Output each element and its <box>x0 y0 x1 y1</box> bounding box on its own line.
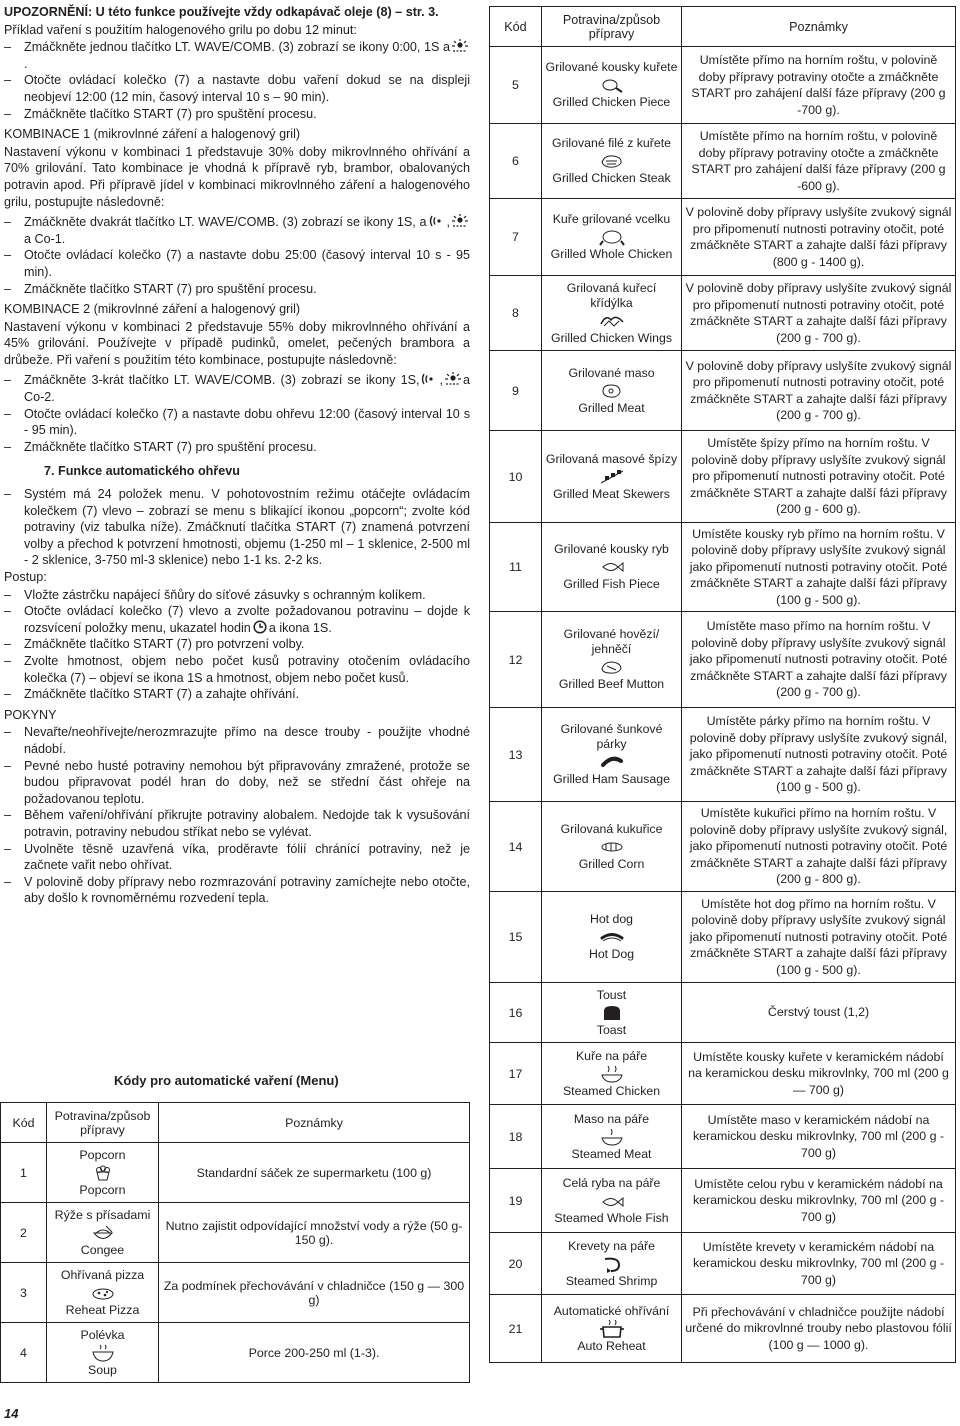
skewers-icon <box>599 468 625 486</box>
instructions-column <box>4 4 470 907</box>
food-name-cz: Grilovaná kukuřice <box>560 821 663 836</box>
row-food <box>542 892 682 983</box>
step-item: – Systém má 24 položek menu. V pohotovostním režimu otáčejte ovládacím kolečkem (7) vlevo – zobrazí se menu s blikající ikonou „popcorn“; zvolte kód potraviny (viz tabulka níže). Zmáčknutí tlačítka START (7) znamená potvrzení volby a přechod k potvrzení hmotnosti, objemu (1-250 ml – 1 sklenice, 2-500 ml - 2 sklenice, 3-750 ml-3 sklenice) nebo 1-1 ks. 2-2 ks. <box>4 486 470 569</box>
row-code: 3 <box>1 1263 47 1323</box>
food-name-en: Grilled Chicken Piece <box>552 95 671 109</box>
row-note: Umístěte kukuřici přímo na horním roštu. V polovině doby přípravy uslyšíte zvukový signál, jako připomenutí nutnosti potraviny otočit. Poté zmáčkněte START a zahajte další fázi přípravy (200 g - 800 g). <box>682 802 956 892</box>
row-food <box>542 983 682 1043</box>
grill-icon <box>452 214 468 228</box>
step-item <box>4 372 470 405</box>
step-text-mid: , <box>439 373 443 388</box>
table-row <box>490 612 956 708</box>
table-row <box>490 523 956 612</box>
row-food <box>47 1323 159 1383</box>
note-item: – Pevné nebo husté potraviny nemohou být připravovány zmražené, protože se budou připravovat podél hran do doby, než se střední část ohřeje na požadovanou teplotu. <box>4 758 470 808</box>
food-name-cz: Grilované kousky kuřete <box>545 60 678 74</box>
step-text-mid: , <box>446 215 450 230</box>
row-food <box>47 1263 159 1323</box>
food-name-en: Grilled Beef Mutton <box>558 677 665 691</box>
table-row <box>1 1323 470 1383</box>
notes-title: POKYNY <box>4 707 57 722</box>
step-text-end: a Co-2. <box>24 373 470 405</box>
table-row <box>490 47 956 124</box>
row-note: Za podmínek přechovávání v chladničce (150 g — 300 g) <box>159 1263 470 1323</box>
note-item: – Uvolněte těsně uzavřená víka, proděravte fólií chránící potraviny, než je začnete vařit nebo ohřívat. <box>4 841 470 874</box>
row-food <box>542 124 682 199</box>
food-name-cz: Maso na páře <box>573 1111 650 1126</box>
food-name-en: Grilled Whole Chicken <box>550 247 673 261</box>
row-code: 5 <box>490 47 542 124</box>
table-header-row <box>1 1103 470 1143</box>
table-row <box>490 124 956 199</box>
row-code: 15 <box>490 892 542 983</box>
step-text: Otočte ovládací kolečko (7) vlevo a zvolte požadovanou potravinu – dojde k rozsvícení položky menu, ukazatel hodin <box>24 604 470 635</box>
row-note: Nutno zajistit odpovídající množství vody a rýže (50 g-150 g). <box>159 1203 470 1263</box>
row-food <box>542 47 682 124</box>
row-code: 20 <box>490 1233 542 1295</box>
row-food <box>542 351 682 431</box>
rice-bowl-icon <box>90 1224 116 1242</box>
table-row <box>490 708 956 802</box>
row-food <box>542 1105 682 1169</box>
row-food <box>542 802 682 892</box>
step-item: – Zmáčkněte tlačítko START (7) a zahajte ohřívání. <box>4 686 470 703</box>
food-name-cz: Kuře grilované vcelku <box>552 212 671 226</box>
step-text: Zmáčkněte dvakrát tlačítko LT. WAVE/COMB. (3) zobrazí se ikony 1S, a <box>24 215 427 230</box>
row-food <box>47 1143 159 1203</box>
whole-chicken-icon <box>599 228 625 246</box>
row-food <box>542 1169 682 1233</box>
row-note: Porce 200-250 ml (1-3). <box>159 1323 470 1383</box>
microwave-icon <box>429 214 445 228</box>
table-row <box>490 431 956 523</box>
row-code: 12 <box>490 612 542 708</box>
fish-icon <box>599 558 625 576</box>
row-note: Umístěte maso v keramickém nádobí na keramickou desku mikrovlnky, 700 ml (200 g - 700 g) <box>682 1105 956 1169</box>
note-item: – Nevařte/neohřívejte/nerozmrazujte přímo na desce trouby - použijte vhodné nádobí. <box>4 724 470 757</box>
row-note: Umístěte přímo na horním roštu, v polovině doby přípravy potraviny otočte a zmáčkněte START pro zahájení další fáze přípravy (200 g -700 g). <box>682 47 956 124</box>
step-item <box>4 603 470 636</box>
step-item: – Vložte zástrčku napájecí šňůry do síťové zásuvky s ochranným kolíkem. <box>4 587 470 604</box>
chicken-piece-icon <box>599 76 625 94</box>
food-name-en: Grilled Fish Piece <box>563 577 660 591</box>
popcorn-icon <box>90 1164 116 1182</box>
row-code: 2 <box>1 1203 47 1263</box>
table-row <box>490 351 956 431</box>
food-name-en: Grilled Chicken Steak <box>552 171 671 185</box>
row-code: 7 <box>490 199 542 276</box>
row-code: 21 <box>490 1295 542 1363</box>
food-name-en: Grilled Meat Skewers <box>553 486 670 501</box>
food-name-cz: Grilované kousky ryb <box>554 542 669 556</box>
table-row <box>490 802 956 892</box>
column-header-food: Potravina/způsob přípravy <box>542 7 682 47</box>
column-header-notes: Poznámky <box>159 1103 470 1143</box>
row-code: 9 <box>490 351 542 431</box>
row-food <box>542 612 682 708</box>
row-note: Umístěte kousky kuřete v keramickém nádobí na keramickou desku mikrovlnky, 700 ml (200 g — 700 g) <box>682 1043 956 1105</box>
row-food <box>542 1043 682 1105</box>
food-name-en: Hot Dog <box>588 947 635 961</box>
microwave-icon <box>421 372 437 386</box>
procedure-label: Postup: <box>4 570 47 584</box>
row-food <box>542 199 682 276</box>
row-note: Umístěte párky přímo na horním roštu. V polovině doby přípravy uslyšíte zvukový signál, jako připomenutí nutnosti potraviny otočit. Poté zmáčkněte START a zahajte další fázi přípravy (100 g - 500 g). <box>682 708 956 802</box>
menu-codes-title: Kódy pro automatické vaření (Menu) <box>114 1073 339 1088</box>
food-name-en: Auto Reheat <box>577 1338 646 1353</box>
table-row <box>1 1263 470 1323</box>
chicken-wings-icon <box>599 312 625 330</box>
step-item: – Zmáčkněte tlačítko START (7) pro spuštění procesu. <box>4 106 470 123</box>
food-name-cz: Toust <box>596 987 627 1002</box>
column-header-notes: Poznámky <box>682 7 956 47</box>
food-name-cz: Grilovaná kuřecí křídýlka <box>566 280 657 310</box>
step-item <box>4 39 470 72</box>
meat-icon <box>599 382 625 400</box>
steamed-meat-icon <box>599 1128 625 1146</box>
step-item: – Otočte ovládací kolečko (7) a nastavte dobu ohřevu 12:00 (časový interval 10 s - 95 min). <box>4 406 470 439</box>
column-header-code: Kód <box>1 1103 47 1143</box>
food-name-cz: Popcorn <box>79 1147 126 1162</box>
row-code: 8 <box>490 276 542 351</box>
table-row <box>490 1233 956 1295</box>
row-food <box>542 431 682 523</box>
step-item: – Otočte ovládací kolečko (7) a nastavte dobu vaření dokud se na displeji neobjeví 12:00 (12 min, časový interval 10 s – 90 min). <box>4 72 470 105</box>
food-name-cz: Ohřívaná pizza <box>60 1267 145 1282</box>
column-header-code: Kód <box>490 7 542 47</box>
row-code: 19 <box>490 1169 542 1233</box>
food-name-en: Steamed Whole Fish <box>554 1210 669 1225</box>
food-name-cz: Grilované šunkové párky <box>560 722 663 751</box>
food-name-cz: Krevety na páře <box>568 1238 655 1253</box>
row-code: 16 <box>490 983 542 1043</box>
corn-icon <box>599 838 625 856</box>
food-name-en: Steamed Chicken <box>562 1083 661 1098</box>
reheat-pot-icon <box>599 1320 625 1338</box>
row-note: Umístěte maso přímo na horním roštu. V polovině doby přípravy uslyšíte zvukový signál jako připomenutí nutnosti potraviny otočit. Poté zmáčkněte START a zahajte další fázi přípravy (200 g - 700 g). <box>682 612 956 708</box>
row-note: Čerstvý toust (1,2) <box>682 983 956 1043</box>
food-name-en: Soup <box>88 1362 117 1377</box>
row-food <box>542 1233 682 1295</box>
row-food <box>542 708 682 802</box>
note-item: – V polovině doby přípravy nebo rozmrazování potraviny zamíchejte nebo otočte, aby došlo k rovnoměrnému rozvedení tepla. <box>4 874 470 907</box>
row-note: Umístěte přímo na horním roštu, v polovině doby přípravy potraviny otočte a zmáčkněte START pro zahájení další fáze přípravy (200 g -600 g). <box>682 124 956 199</box>
row-note: Standardní sáček ze supermarketu (100 g) <box>159 1143 470 1203</box>
food-name-cz: Celá ryba na páře <box>562 1175 661 1190</box>
food-name-cz: Grilované maso <box>568 365 655 380</box>
table-row <box>490 276 956 351</box>
sausage-icon <box>599 753 625 771</box>
food-name-en: Steamed Shrimp <box>565 1273 658 1288</box>
row-food <box>47 1203 159 1263</box>
row-code: 13 <box>490 708 542 802</box>
row-note: V polovině doby přípravy uslyšíte zvukový signál pro připomenutí nutnosti potraviny otočit, poté zmáčkněte START a zahajte další fázi přípravy (800 g - 1400 g). <box>682 199 956 276</box>
food-name-cz: Grilovaná masové špízy <box>545 451 678 466</box>
table-header-row <box>490 7 956 47</box>
table-row <box>490 199 956 276</box>
food-name-cz: Kuře na páře <box>575 1048 648 1063</box>
row-code: 1 <box>1 1143 47 1203</box>
row-code: 14 <box>490 802 542 892</box>
step-item: – Zvolte hmotnost, objem nebo počet kusů potraviny otočením ovládacího kolečka (7) – objeví se ikona 1S a hmotnost, objem nebo počet kusů. <box>4 653 470 686</box>
food-name-en: Grilled Ham Sausage <box>553 772 670 786</box>
row-code: 6 <box>490 124 542 199</box>
table-row <box>1 1143 470 1203</box>
grill-icon <box>452 39 468 53</box>
shrimp-icon <box>599 1255 625 1273</box>
row-food <box>542 1295 682 1363</box>
column-header-food: Potravina/způsob přípravy <box>47 1103 159 1143</box>
hot-dog-icon <box>599 928 625 946</box>
row-note: V polovině doby přípravy uslyšíte zvukový signál pro připomenutí nutnosti potraviny otočit, poté zmáčkněte START a zahajte další fázi přípravy (200 g - 700 g). <box>682 351 956 431</box>
steamed-chicken-icon <box>599 1065 625 1083</box>
soup-icon <box>90 1344 116 1362</box>
row-note: Umístěte hot dog přímo na horním roštu. V polovině doby přípravy uslyšíte zvukový signál jako připomenutí nutnosti potraviny otočit. Poté zmáčkněte START a zahajte další fázi přípravy (100 g - 500 g). <box>682 892 956 983</box>
step-item: – Otočte ovládací kolečko (7) a nastavte dobu 25:00 (časový interval 10 s - 95 min). <box>4 247 470 280</box>
table-row <box>490 892 956 983</box>
food-name-en: Grilled Meat <box>578 400 645 415</box>
combination-2-text: Nastavení výkonu v kombinaci 2 představuje 55% doby mikrovlnného ohřívání a 45% grilování. Používejte v případě pudinků, omelet, pečených brambora a drůbeže. Při vaření s použitím této kombinace, postupujte následovně: <box>4 319 470 367</box>
table-row <box>490 1043 956 1105</box>
menu-codes-table-5-21 <box>489 6 956 1363</box>
step-text: Zmáčkněte jednou tlačítko LT. WAVE/COMB. (3) zobrazí se ikony 0:00, 1S a <box>24 40 450 55</box>
row-code: 4 <box>1 1323 47 1383</box>
step-text-end: a ikona 1S. <box>268 620 332 635</box>
example-intro: Příklad vaření s použitím halogenového grilu po dobu 12 minut: <box>4 22 357 37</box>
step-text-end: a Co-1. <box>24 231 66 246</box>
row-note: V polovině doby přípravy uslyšíte zvukový signál pro připomenutí nutnosti potraviny otočit, poté zmáčkněte START a zahajte další fázi přípravy (200 g - 700 g). <box>682 276 956 351</box>
toast-icon <box>599 1004 625 1022</box>
row-food <box>542 523 682 612</box>
row-code: 10 <box>490 431 542 523</box>
row-code: 18 <box>490 1105 542 1169</box>
pizza-icon <box>90 1284 116 1302</box>
food-name-en: Congee <box>80 1242 125 1257</box>
chicken-steak-icon <box>599 152 625 170</box>
row-note: Při přechovávání v chladničce použijte nádobí určené do mikrovlnné trouby nebo plastovou fólií (100 g — 1000 g). <box>682 1295 956 1363</box>
page-number: 14 <box>4 1406 19 1421</box>
row-note: Umístěte kousky ryb přímo na horním roštu. V polovině doby přípravy uslyšíte zvukový signál jako připomenutí nutnosti potraviny otočit. Poté zmáčkněte START a zahajte další fázi přípravy (100 g - 500 g). <box>682 523 956 612</box>
food-name-en: Grilled Corn <box>578 856 645 871</box>
combination-2-title: KOMBINACE 2 (mikrovlnné záření a halogenový gril) <box>4 302 301 317</box>
row-note: Umístěte špízy přímo na horním roštu. V polovině doby přípravy uslyšíte zvukový signál pro připomenutí nutnosti potraviny otočit. Poté zmáčkněte START a zahajte další fázi přípravy (200 g - 600 g). <box>682 431 956 523</box>
food-name-en: Grilled Chicken Wings <box>551 330 672 345</box>
food-name-en: Reheat Pizza <box>65 1302 140 1317</box>
food-name-en: Steamed Meat <box>571 1146 652 1161</box>
row-code: 17 <box>490 1043 542 1105</box>
table-row <box>490 1295 956 1363</box>
step-item: – Zmáčkněte tlačítko START (7) pro potvrzení volby. <box>4 636 470 653</box>
beef-icon <box>599 658 625 676</box>
menu-codes-table-1-4 <box>0 1102 470 1383</box>
food-name-cz: Rýže s přísadami <box>54 1207 151 1222</box>
step-text: Zmáčkněte 3-krát tlačítko LT. WAVE/COMB. (3) zobrazí se ikony 1S, <box>24 373 420 388</box>
food-name-en: Popcorn <box>79 1182 126 1197</box>
table-row <box>1 1203 470 1263</box>
warning-text: UPOZORNĚNÍ: U této funkce používejte vždy odkapávač oleje (8) – str. 3. <box>4 5 439 19</box>
row-food <box>542 276 682 351</box>
food-name-cz: Grilované filé z kuřete <box>552 136 671 150</box>
row-note: Umístěte celou rybu v keramickém nádobí na keramickou desku mikrovlnky, 700 ml (200 g - 700 g) <box>682 1169 956 1233</box>
combination-1-text: Nastavení výkonu v kombinaci 1 představuje 30% doby mikrovlnného ohřívání a 70% grilování. Tato kombinace je vhodná k přípravě ryb, brambor, obalovaných potravin apod. Při přípravě jídel v kombinaci mikrovlnného záření a halogenového grilu, postupujte následovně: <box>4 144 470 209</box>
grill-icon <box>445 372 461 386</box>
step-item <box>4 214 470 247</box>
row-code: 11 <box>490 523 542 612</box>
food-name-cz: Hot dog <box>589 912 634 926</box>
step-item: – Zmáčkněte tlačítko START (7) pro spuštění procesu. <box>4 439 470 456</box>
food-name-en: Toast <box>596 1022 627 1037</box>
food-name-cz: Automatické ohřívání <box>553 1303 670 1318</box>
table-row <box>490 983 956 1043</box>
food-name-cz: Polévka <box>80 1327 125 1342</box>
clock-icon <box>253 620 267 634</box>
food-name-cz: Grilované hovězí/ jehněčí <box>563 627 660 656</box>
step-item: – Zmáčkněte tlačítko START (7) pro spuštění procesu. <box>4 281 470 298</box>
row-note: Umístěte krevety v keramickém nádobí na keramickou desku mikrovlnky, 700 ml (200 g - 700 g) <box>682 1233 956 1295</box>
table-row <box>490 1169 956 1233</box>
table-row <box>490 1105 956 1169</box>
combination-1-title: KOMBINACE 1 (mikrovlnné záření a halogenový gril) <box>4 127 301 142</box>
section-7-title: 7. Funkce automatického ohřevu <box>44 464 240 479</box>
step-text-end: . <box>24 56 28 71</box>
note-item: – Během vaření/ohřívání přikrujte potraviny alobalem. Nedojde tak k vysušování potravin, potraviny nebudou stříkat nebo se vylévat. <box>4 807 470 840</box>
steamed-fish-icon <box>599 1192 625 1210</box>
